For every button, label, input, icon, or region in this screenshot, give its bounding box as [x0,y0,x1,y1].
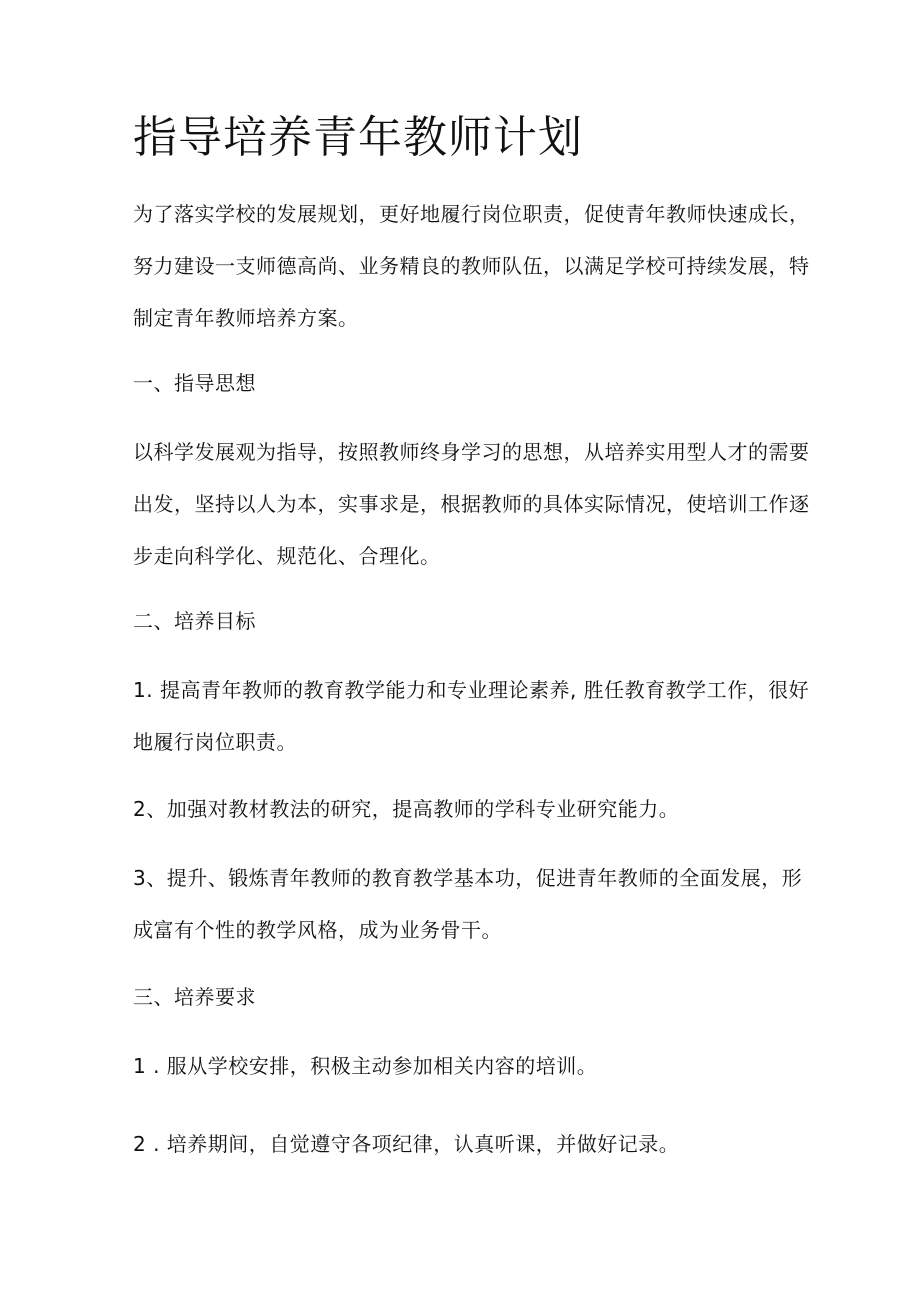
section-1-line-3: 步走向科学化、规范化、合理化。 [133,544,441,568]
document-title: 指导培养青年教师计划 [133,112,583,163]
section-2-item-1-line-2: 地履行岗位职责。 [133,730,297,754]
section-3-item-2 [133,1118,813,1170]
section-3-item-2-line: 2 . 培养期间，自觉遵守各项纪律，认真听课，并做好记录。 [133,1132,680,1156]
section-2-item-2-line: 2、加强对教材教法的研究，提高教师的学科专业研究能力。 [133,797,680,821]
section-2-heading: 二、培养目标 [133,609,256,633]
intro-line-1: 为了落实学校的发展规划，更好地履行岗位职责，促使青年教师快速成长， [133,202,810,226]
section-1-heading: 一、指导思想 [133,371,256,395]
section-3-heading: 三、培养要求 [133,985,256,1009]
section-2-item-1-line-1: 1. 提高青年教师的教育教学能力和专业理论素养, 胜任教育教学工作，很好 [133,678,810,702]
intro-line-2: 努力建设一支师德高尚、业务精良的教师队伍，以满足学校可持续发展，特 [133,254,810,278]
section-2-item-3 [133,852,813,956]
section-1-line-2: 出发，坚持以人为本，实事求是，根据教师的具体实际情况，使培训工作逐 [133,492,810,516]
section-3-item-1 [133,1040,813,1092]
section-1-line-1: 以科学发展观为指导，按照教师终身学习的思想，从培养实用型人才的需要 [133,440,810,464]
intro-paragraph [133,188,813,344]
section-2-item-2 [133,783,813,835]
intro-line-3: 制定青年教师培养方案。 [133,306,359,330]
section-2-item-1 [133,664,813,768]
section-3-item-1-line: 1 . 服从学校安排，积极主动参加相关内容的培训。 [133,1054,598,1078]
section-2-item-3-line-2: 成富有个性的教学风格，成为业务骨干。 [133,918,502,942]
section-1-paragraph [133,426,813,582]
section-2-item-3-line-1: 3、提升、锻炼青年教师的教育教学基本功，促进青年教师的全面发展，形 [133,866,803,890]
